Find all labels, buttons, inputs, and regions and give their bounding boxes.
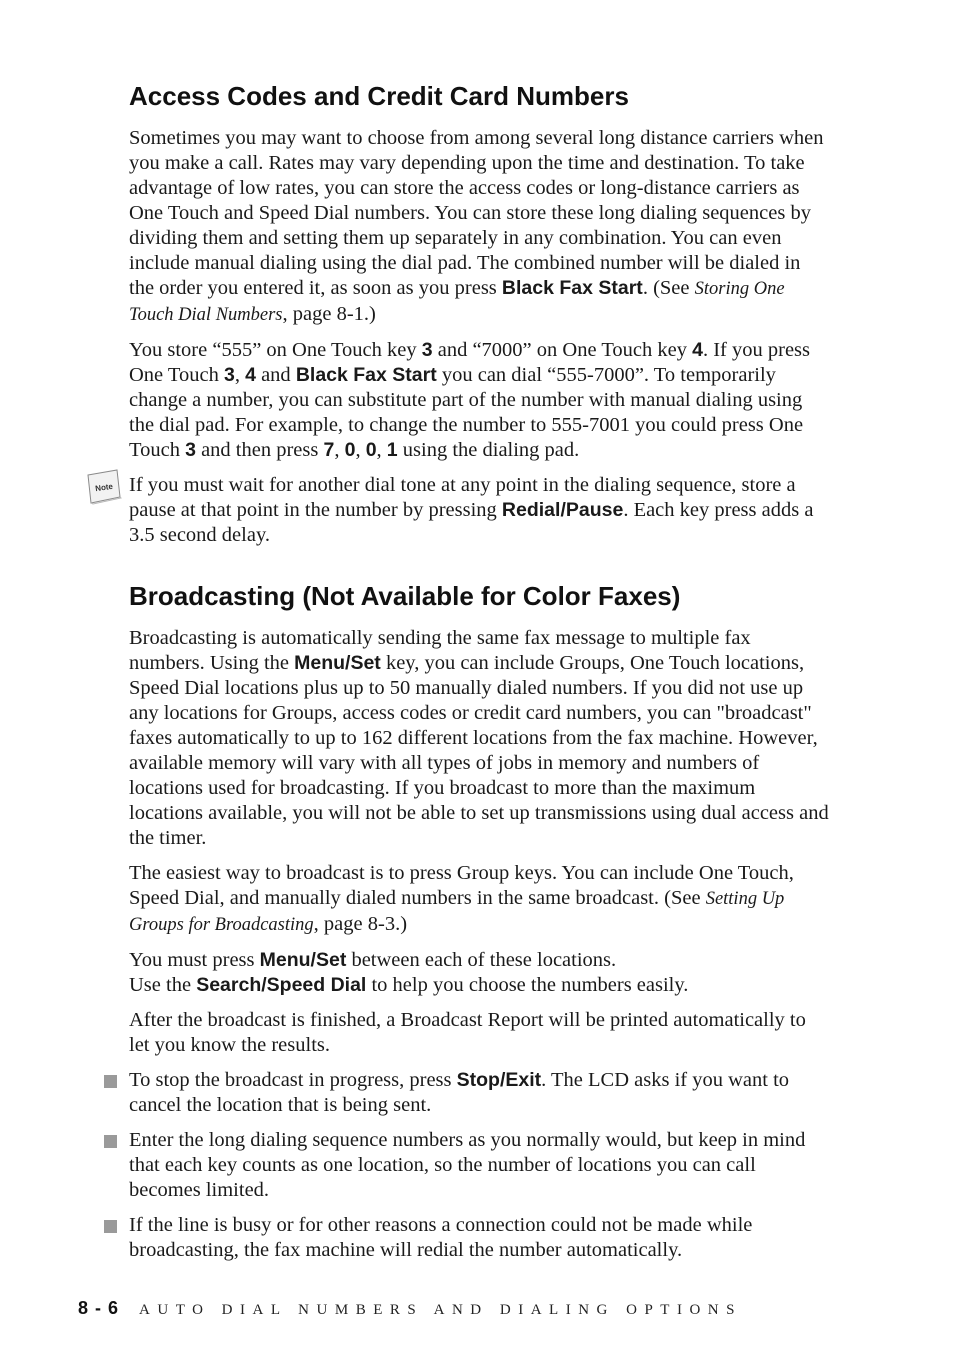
section-heading-access-codes: Access Codes and Credit Card Numbers [129,81,629,111]
paragraph-broadcasting-keys: You must press Menu/Set between each of these locations. Use the Search/Speed Dial to help you choose the numbers easily. [129,949,689,996]
key-0: 0 [365,439,377,461]
paragraph-access-codes-intro: Sometimes you may want to choose from among several long distance carriers when you make a call. Rates may vary depending upon the time and destination. To take advantage of low rates, you can store the access codes or long-distance carriers as One Touch and Speed Dial numbers. You can store these long dialing sequences by dividing them and setting them up separately in any combination. You can even include manual dialing using the dial pad. The combined number will be dialed in the order you entered it, as soon as you press Black Fax Start. (See Storing One Touch Dial Numbers, page 8-1.) [129,127,824,325]
paragraph-broadcasting-groups: The easiest way to broadcast is to press Group keys. You can include One Touch, Speed Dial, and manually dialed numbers in the same broadcast. (See Setting Up Groups for Broadcasting, page 8-3.) [129,862,794,935]
key-4: 4 [245,364,256,386]
cross-reference: Storing One Touch Dial Numbers [129,279,785,325]
bullet-item: To stop the broadcast in progress, press Stop/Exit. The LCD asks if you want to cancel the location that is being sent. [129,1068,829,1118]
page-content [94,80,829,1263]
key-search-speed-dial: Search/Speed Dial [196,974,367,996]
key-3: 3 [421,339,433,361]
key-menu-set: Menu/Set [294,652,381,674]
key-redial-pause: Redial/Pause [501,499,624,521]
key-black-fax-start: Black Fax Start [295,364,437,386]
bullet-item: Enter the long dialing sequence numbers as you normally would, but keep in mind that each key counts as one location, so the number of locations you can call becomes limited. [129,1128,829,1203]
paragraph-access-codes-example: You store “555” on One Touch key 3 and “7000” on One Touch key 4. If you press One Touch 3, 4 and Black Fax Start you can dial “555-7000”. To temporarily change a number, you can substitute part of the number with manual dialing using the dial pad. For example, to change the number to 555-7001 you could press One Touch 3 and then press 7, 0, 0, 1 using the dialing pad. [129,339,811,461]
key-black-fax-start: Black Fax Start [501,277,643,299]
key-3: 3 [223,364,235,386]
key-stop-exit: Stop/Exit [456,1069,542,1091]
key-1: 1 [386,439,398,461]
note-icon-label: Note [94,481,114,494]
page-number: 8 - 6 [78,1298,120,1318]
key-0: 0 [344,439,356,461]
key-menu-set: Menu/Set [259,949,347,971]
key-7: 7 [323,439,335,461]
paragraph-broadcasting-intro: Broadcasting is automatically sending the same fax message to multiple fax numbers. Using the Menu/Set key, you can include Groups, One Touch locations, Speed Dial locations plus up to 50 manually dialed numbers. If you did not use up any locations for Groups, access codes or credit card numbers, you can "broadcast" faxes automatically to up to 162 different locations from the fax machine. However, available memory will vary with all types of jobs in memory and numbers of locations used for broadcasting. If you broadcast to more than the maximum locations available, you will not be able to set up transmissions using dual access and the timer. [129,627,829,849]
bullet-item: If the line is busy or for other reasons a connection could not be made while broadcasting, the fax machine will redial the number automatically. [129,1213,829,1263]
cross-reference: Setting Up Groups for Broadcasting [129,889,785,935]
chapter-title: AUTO DIAL NUMBERS AND DIALING OPTIONS [139,1302,742,1318]
note-icon [84,467,124,507]
page-footer [78,1298,742,1319]
key-4: 4 [692,339,703,361]
note-text: If you must wait for another dial tone at any point in the dialing sequence, store a pause at that point in the number by pressing Redial/Pause. Each key press adds a 3.5 second delay. [129,474,814,546]
key-3: 3 [185,439,196,461]
note-block [94,473,829,548]
section-heading-broadcasting: Broadcasting (Not Available for Color Faxes) [129,581,681,611]
paragraph-broadcast-report: After the broadcast is finished, a Broadcast Report will be printed automatically to let you know the results. [129,1009,806,1056]
